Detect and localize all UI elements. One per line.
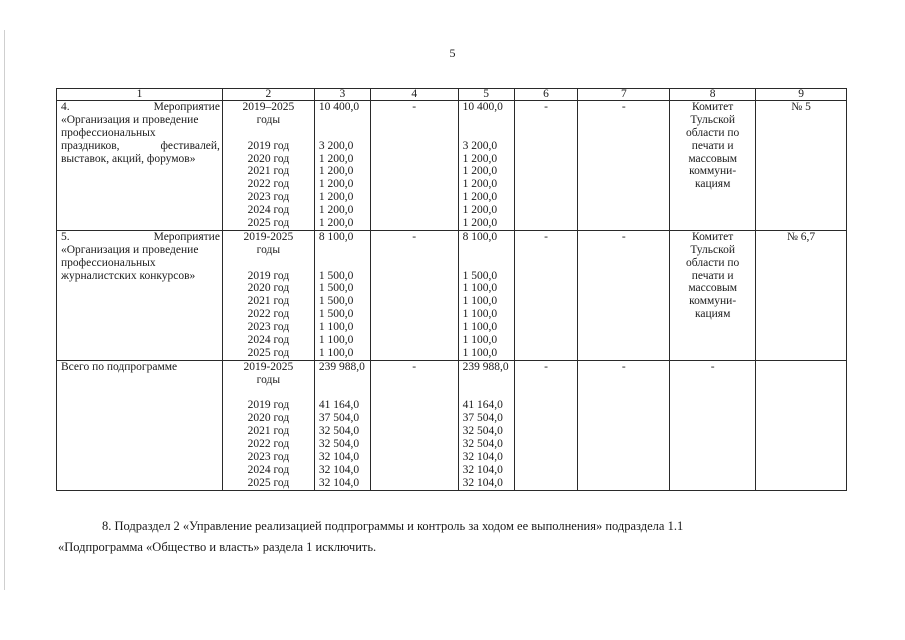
- regional-funding-cell: [458, 101, 514, 231]
- page-number: 5: [449, 46, 456, 60]
- year-label: 2025 год: [247, 217, 290, 230]
- spacer: [463, 114, 512, 127]
- event-title-line: «Организация и проведение: [61, 113, 199, 126]
- margin-mark: [4, 30, 5, 590]
- year-label: 2024 год: [247, 334, 290, 347]
- period-cell: [222, 230, 314, 360]
- column-header-6: 6: [514, 89, 578, 101]
- regional-funding-cell: [458, 230, 514, 360]
- executor-line: печати и: [691, 139, 734, 152]
- year-value: 1 100,0: [462, 308, 498, 321]
- year-value: 1 200,0: [462, 204, 498, 217]
- event-label: Мероприятие: [153, 101, 220, 113]
- executor-line: кациям: [694, 178, 731, 191]
- spacer: [463, 387, 512, 400]
- year-value: 1 100,0: [318, 334, 354, 347]
- year-value: 1 500,0: [318, 269, 354, 282]
- year-value: 1 200,0: [318, 217, 354, 230]
- year-value: 1 200,0: [318, 165, 354, 178]
- executor-line: области по: [686, 256, 740, 269]
- period-unit: годы: [256, 373, 281, 386]
- year-label: 2024 год: [247, 204, 290, 217]
- executor-cell: -: [670, 360, 756, 490]
- column-header-1: 1: [57, 89, 223, 101]
- year-label: 2022 год: [247, 308, 290, 321]
- executor-line: коммуни-: [689, 295, 737, 308]
- col6-cell: -: [514, 360, 578, 490]
- year-label: 2025 год: [247, 476, 290, 489]
- year-value: 32 104,0: [462, 463, 503, 476]
- year-label: 2021 год: [247, 425, 290, 438]
- year-label: 2020 год: [247, 412, 290, 425]
- year-value: 37 504,0: [318, 412, 360, 425]
- event-number: 5.: [61, 230, 70, 243]
- year-value: 1 200,0: [462, 178, 498, 191]
- year-value: 1 100,0: [318, 321, 354, 334]
- indicator-cell: № 5: [756, 101, 847, 231]
- spacer: [463, 244, 512, 257]
- event-title-line: «Организация и проведение: [61, 243, 199, 256]
- year-value: 37 504,0: [462, 412, 503, 425]
- column-header-8: 8: [670, 89, 756, 101]
- spacer: [319, 257, 368, 270]
- table-row-total: [57, 360, 847, 490]
- col6-cell: -: [514, 101, 578, 231]
- column-header-7: 7: [578, 89, 670, 101]
- year-value: 1 100,0: [462, 321, 498, 334]
- year-value: 32 104,0: [462, 451, 503, 464]
- year-label: 2019 год: [247, 399, 290, 412]
- year-value: 32 104,0: [318, 463, 360, 476]
- year-value: 32 104,0: [318, 476, 360, 489]
- event-name-cell: [57, 101, 223, 231]
- executor-line: массовым: [688, 282, 738, 295]
- col7-cell: -: [578, 101, 670, 231]
- year-value: 1 200,0: [318, 152, 354, 165]
- year-value: 32 104,0: [318, 451, 360, 464]
- period-cell: [222, 101, 314, 231]
- year-label: 2019 год: [247, 139, 290, 152]
- year-value: 41 164,0: [462, 399, 503, 412]
- spacer: [319, 127, 368, 140]
- table-row: [57, 101, 847, 231]
- year-value: 1 200,0: [318, 178, 354, 191]
- spacer: [319, 244, 368, 257]
- year-value: 1 200,0: [318, 191, 354, 204]
- col4-cell: -: [370, 230, 458, 360]
- total-value: 8 100,0: [462, 230, 498, 243]
- col4-cell: -: [370, 101, 458, 231]
- total-value: 10 400,0: [462, 101, 503, 113]
- year-value: 1 100,0: [462, 346, 498, 359]
- budget-table: [56, 88, 847, 491]
- year-value: 1 100,0: [318, 346, 354, 359]
- year-label: 2024 год: [247, 463, 290, 476]
- year-value: 1 200,0: [462, 165, 498, 178]
- year-value: 41 164,0: [318, 399, 360, 412]
- spacer: [225, 127, 312, 140]
- event-title-line: профессиональных: [61, 126, 156, 139]
- col6-cell: -: [514, 230, 578, 360]
- total-name-cell: Всего по подпрограмме: [57, 360, 223, 490]
- year-label: 2023 год: [247, 451, 290, 464]
- spacer: [319, 374, 368, 387]
- total-value: 8 100,0: [318, 230, 354, 243]
- year-value: 32 504,0: [318, 425, 360, 438]
- spacer: [225, 387, 312, 400]
- year-value: 3 200,0: [462, 139, 498, 152]
- period-unit: годы: [256, 243, 281, 256]
- column-header-2: 2: [222, 89, 314, 101]
- year-value: 1 100,0: [462, 295, 498, 308]
- spacer: [463, 257, 512, 270]
- spacer: [463, 374, 512, 387]
- year-value: 1 500,0: [462, 269, 498, 282]
- year-value: 1 500,0: [318, 295, 354, 308]
- indicator-cell: [756, 360, 847, 490]
- executor-cell: [670, 230, 756, 360]
- year-label: 2021 год: [247, 165, 290, 178]
- executor-cell: [670, 101, 756, 231]
- year-value: 3 200,0: [318, 139, 354, 152]
- executor-line: Комитет: [692, 101, 734, 113]
- year-label: 2022 год: [247, 438, 290, 451]
- year-label: 2020 год: [247, 282, 290, 295]
- period-unit: годы: [256, 113, 281, 126]
- spacer: [319, 114, 368, 127]
- year-label: 2021 год: [247, 295, 290, 308]
- column-header-4: 4: [370, 89, 458, 101]
- event-title-line: журналистских конкурсов»: [61, 269, 196, 282]
- year-value: 1 200,0: [462, 152, 498, 165]
- amendment-paragraph: [58, 516, 848, 558]
- column-header-3: 3: [314, 89, 370, 101]
- year-value: 1 100,0: [462, 282, 498, 295]
- spacer: [463, 127, 512, 140]
- year-label: 2023 год: [247, 191, 290, 204]
- period-range: 2019-2025: [243, 360, 294, 373]
- col4-cell: -: [370, 360, 458, 490]
- year-value: 32 504,0: [318, 438, 360, 451]
- spacer: [319, 387, 368, 400]
- table-row: [57, 230, 847, 360]
- executor-line: коммуни-: [689, 165, 737, 178]
- year-value: 1 200,0: [462, 217, 498, 230]
- event-title-line: [61, 140, 220, 153]
- executor-line: кациям: [694, 308, 731, 321]
- total-value: 239 988,0: [462, 360, 509, 373]
- regional-funding-cell: [458, 360, 514, 490]
- period-range: 2019–2025: [242, 101, 295, 113]
- period-cell: [222, 360, 314, 490]
- total-funding-cell: [314, 101, 370, 231]
- executor-line: печати и: [691, 269, 734, 282]
- year-label: 2023 год: [247, 321, 290, 334]
- event-title-word: фестивалей,: [160, 139, 220, 152]
- year-value: 32 104,0: [462, 476, 503, 489]
- year-value: 1 500,0: [318, 308, 354, 321]
- col7-cell: -: [578, 360, 670, 490]
- column-header-5: 5: [458, 89, 514, 101]
- period-range: 2019-2025: [243, 230, 294, 243]
- executor-line: Тульской: [690, 113, 736, 126]
- event-label: Мероприятие: [153, 230, 220, 243]
- indicator-cell: № 6,7: [756, 230, 847, 360]
- year-value: 32 504,0: [462, 438, 503, 451]
- column-header-9: 9: [756, 89, 847, 101]
- event-title-line: профессиональных: [61, 256, 156, 269]
- paragraph-line: 8. Подраздел 2 «Управление реализацией подпрограммы и контроль за ходом ее выполнения» подраздела 1.1: [102, 519, 684, 533]
- year-value: 1 200,0: [318, 204, 354, 217]
- header-row: [57, 89, 847, 101]
- year-value: 1 100,0: [462, 334, 498, 347]
- event-number: 4.: [61, 101, 70, 113]
- year-label: 2020 год: [247, 152, 290, 165]
- year-label: 2019 год: [247, 269, 290, 282]
- total-funding-cell: [314, 360, 370, 490]
- year-value: 32 504,0: [462, 425, 503, 438]
- year-label: 2022 год: [247, 178, 290, 191]
- total-value: 239 988,0: [318, 360, 365, 373]
- executor-line: Комитет: [692, 230, 734, 243]
- spacer: [225, 257, 312, 270]
- event-title-word: праздников,: [61, 139, 120, 152]
- total-funding-cell: [314, 230, 370, 360]
- event-title-line: выставок, акций, форумов»: [61, 152, 196, 165]
- year-value: 1 500,0: [318, 282, 354, 295]
- executor-line: Тульской: [690, 243, 736, 256]
- col7-cell: -: [578, 230, 670, 360]
- paragraph-line: «Подпрограмма «Общество и власть» раздела 1 исключить.: [58, 540, 377, 554]
- executor-line: области по: [686, 126, 740, 139]
- year-value: 1 200,0: [462, 191, 498, 204]
- event-name-cell: [57, 230, 223, 360]
- total-value: 10 400,0: [318, 101, 360, 113]
- year-label: 2025 год: [247, 346, 290, 359]
- executor-line: массовым: [688, 152, 738, 165]
